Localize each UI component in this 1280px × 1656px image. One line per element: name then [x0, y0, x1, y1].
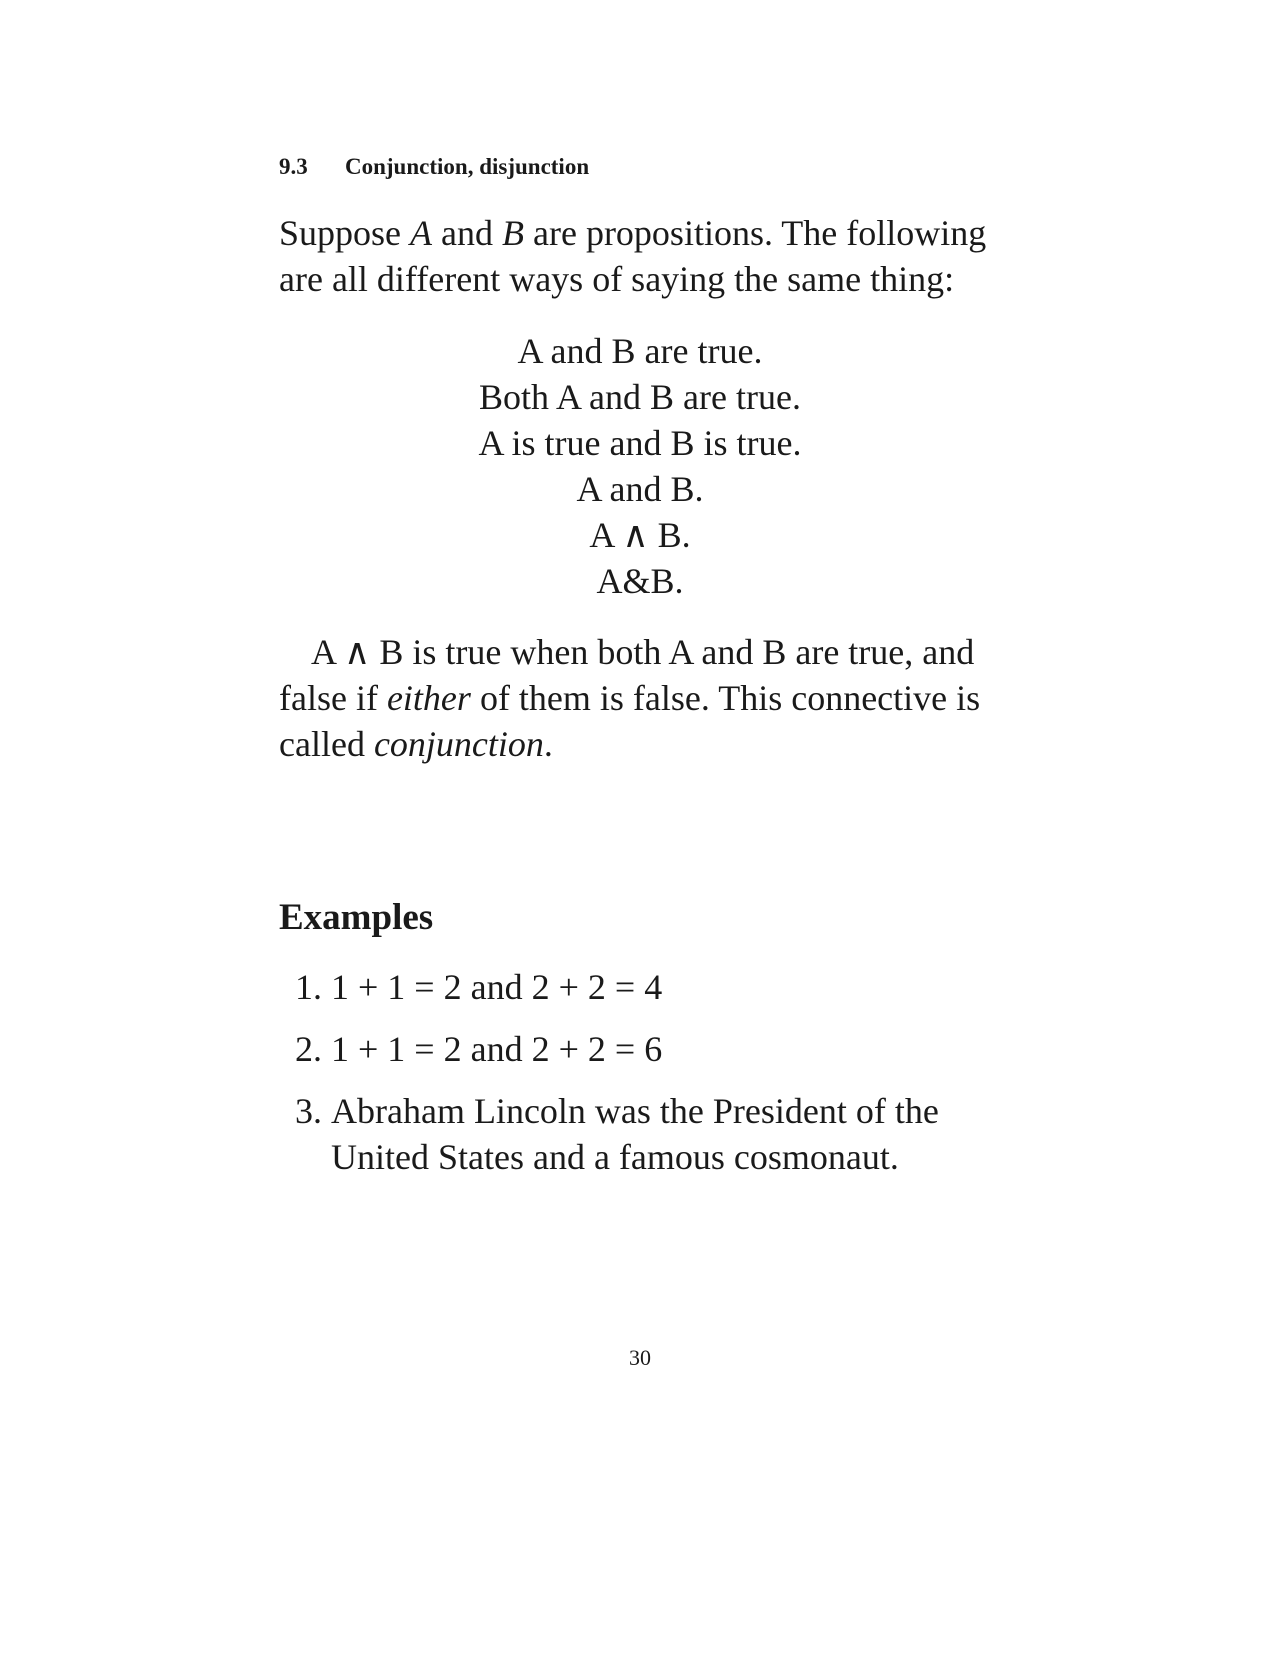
- intro-paragraph: [279, 210, 999, 302]
- definition-line-3: [279, 721, 999, 767]
- section-title: Conjunction, disjunction: [345, 154, 590, 179]
- intro-text: and: [432, 213, 502, 253]
- equivalent-statement: Both A and B are true.: [479, 377, 801, 417]
- list-item-text: Abraham Lincoln was the President of the United States and a famous cosmonaut.: [331, 1091, 939, 1177]
- intro-line-2: are all different ways of saying the same thing:: [279, 259, 955, 299]
- list-marker: 3.: [295, 1091, 322, 1131]
- list-item-text: 1 + 1 = 2 and 2 + 2 = 6: [331, 1029, 663, 1069]
- examples-list: [279, 964, 1039, 1196]
- list-marker: 1.: [295, 967, 322, 1007]
- variable-b: B: [502, 213, 524, 253]
- equivalent-statement: A is true and B is true.: [478, 423, 802, 463]
- definition-text: called: [279, 724, 374, 764]
- definition-line-2: [279, 675, 999, 721]
- definition-line-1: A ∧ B is true when both A and B are true, and: [311, 632, 975, 672]
- intro-line-1: [279, 210, 999, 256]
- equivalent-statements: [340, 328, 940, 604]
- variable-a: A: [410, 213, 433, 253]
- list-item: [279, 1088, 1039, 1180]
- section-number: 9.3: [279, 154, 308, 179]
- equivalent-statement: A and B are true.: [517, 331, 763, 371]
- intro-text: Suppose: [279, 213, 411, 253]
- definition-text: false if: [279, 678, 387, 718]
- emphasis-either: either: [386, 678, 471, 718]
- page-number: 30: [629, 1345, 651, 1370]
- examples-heading: Examples: [279, 897, 434, 938]
- list-item: [279, 964, 1039, 1010]
- equivalent-statement: A and B.: [576, 469, 704, 509]
- intro-text: are propositions. The following: [524, 213, 987, 253]
- emphasis-conjunction: conjunction: [373, 724, 544, 764]
- definition-paragraph: [279, 629, 999, 767]
- list-item: [279, 1026, 1039, 1072]
- definition-text: of them is false. This connective is: [470, 678, 981, 718]
- list-item-text: 1 + 1 = 2 and 2 + 2 = 4: [331, 967, 663, 1007]
- equivalent-statement: A ∧ B.: [589, 515, 691, 555]
- definition-text: .: [543, 724, 553, 764]
- equivalent-statement: A&B.: [596, 561, 684, 601]
- list-marker: 2.: [295, 1029, 322, 1069]
- section-heading: [279, 154, 589, 180]
